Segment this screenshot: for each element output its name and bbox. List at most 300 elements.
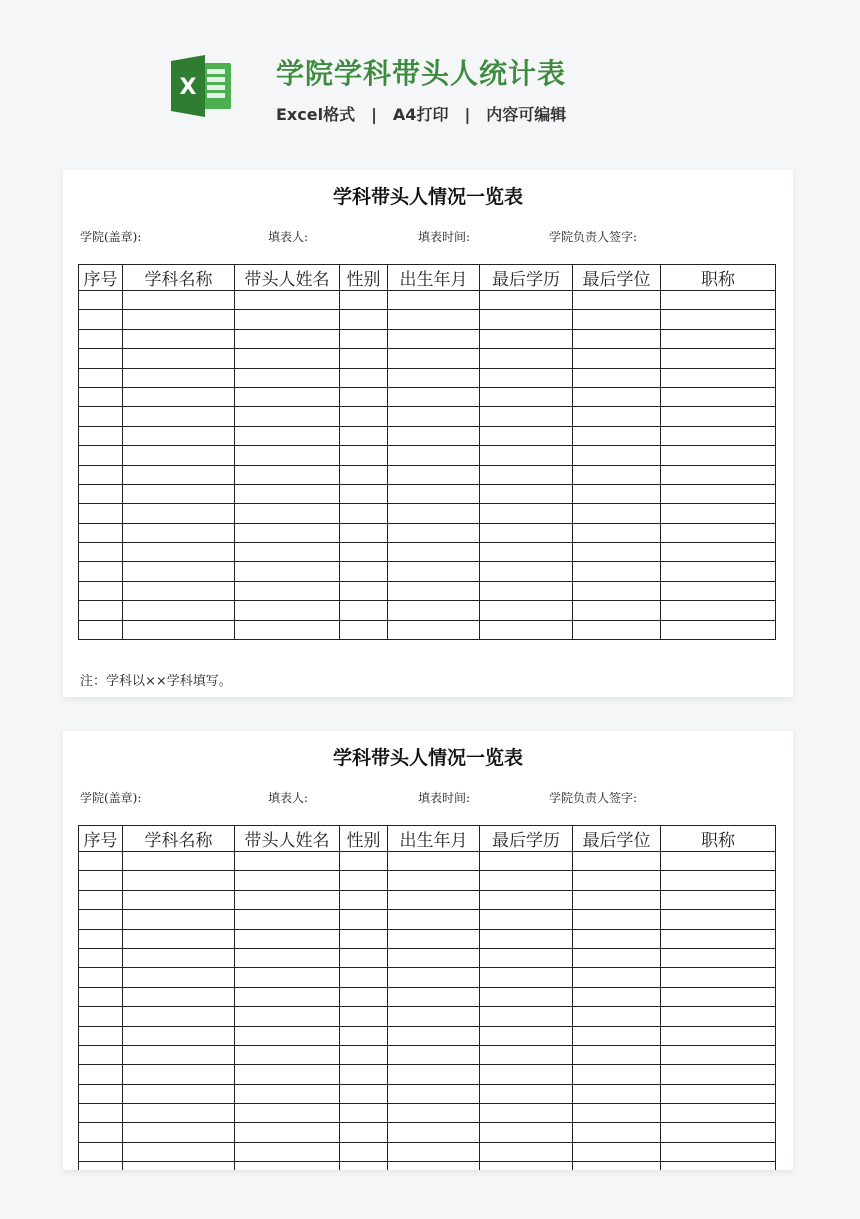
table-cell[interactable]: [79, 581, 123, 600]
table-cell[interactable]: [573, 1007, 661, 1026]
table-cell[interactable]: [388, 310, 480, 329]
table-cell[interactable]: [388, 968, 480, 987]
table-cell[interactable]: [388, 407, 480, 426]
table-cell[interactable]: [340, 329, 388, 348]
table-cell[interactable]: [573, 1162, 661, 1170]
table-cell[interactable]: [480, 1045, 573, 1064]
table-cell[interactable]: [480, 1084, 573, 1103]
table-cell[interactable]: [235, 601, 340, 620]
table-cell[interactable]: [235, 329, 340, 348]
table-cell[interactable]: [480, 929, 573, 948]
table-cell[interactable]: [480, 329, 573, 348]
table-cell[interactable]: [388, 1045, 480, 1064]
table-cell[interactable]: [123, 426, 235, 445]
table-cell[interactable]: [661, 852, 776, 871]
table-cell[interactable]: [388, 1065, 480, 1084]
table-cell[interactable]: [388, 523, 480, 542]
table-cell[interactable]: [480, 387, 573, 406]
table-cell[interactable]: [573, 1084, 661, 1103]
table-cell[interactable]: [480, 1007, 573, 1026]
table-cell[interactable]: [79, 426, 123, 445]
table-cell[interactable]: [573, 407, 661, 426]
table-cell[interactable]: [388, 929, 480, 948]
table-cell[interactable]: [388, 465, 480, 484]
table-cell[interactable]: [340, 987, 388, 1006]
table-cell[interactable]: [79, 968, 123, 987]
column-header: 出生年月: [388, 826, 480, 852]
table-cell[interactable]: [123, 581, 235, 600]
table-cell[interactable]: [480, 543, 573, 562]
table-cell[interactable]: [661, 1065, 776, 1084]
table-cell[interactable]: [340, 504, 388, 523]
table-cell[interactable]: [79, 1007, 123, 1026]
table-cell[interactable]: [235, 504, 340, 523]
table-cell[interactable]: [573, 1026, 661, 1045]
table-cell[interactable]: [661, 310, 776, 329]
table-cell[interactable]: [79, 910, 123, 929]
table-cell[interactable]: [123, 523, 235, 542]
table-cell[interactable]: [123, 601, 235, 620]
table-cell[interactable]: [573, 291, 661, 310]
table-cell[interactable]: [661, 543, 776, 562]
table-cell[interactable]: [340, 562, 388, 581]
sheet-page-2: [63, 731, 793, 1170]
table-cell[interactable]: [340, 948, 388, 967]
table-cell[interactable]: [235, 426, 340, 445]
table-cell[interactable]: [235, 890, 340, 909]
table-cell[interactable]: [235, 948, 340, 967]
table-cell[interactable]: [573, 349, 661, 368]
table-cell[interactable]: [340, 1084, 388, 1103]
table-cell[interactable]: [235, 446, 340, 465]
table-cell[interactable]: [661, 1104, 776, 1123]
table-cell[interactable]: [79, 852, 123, 871]
table-cell[interactable]: [573, 426, 661, 445]
table-cell[interactable]: [79, 1045, 123, 1064]
table-cell[interactable]: [480, 310, 573, 329]
table-cell[interactable]: [661, 1007, 776, 1026]
table-cell[interactable]: [79, 1084, 123, 1103]
table-cell[interactable]: [79, 349, 123, 368]
table-cell[interactable]: [235, 1065, 340, 1084]
table-cell[interactable]: [388, 484, 480, 503]
column-header: 出生年月: [388, 265, 480, 291]
table-cell[interactable]: [123, 329, 235, 348]
table-cell[interactable]: [340, 1142, 388, 1161]
table-cell[interactable]: [123, 1065, 235, 1084]
table-cell[interactable]: [340, 1104, 388, 1123]
table-cell[interactable]: [340, 620, 388, 639]
table-cell[interactable]: [388, 620, 480, 639]
table-cell[interactable]: [123, 1084, 235, 1103]
table-cell[interactable]: [340, 581, 388, 600]
table-cell[interactable]: [480, 620, 573, 639]
table-cell[interactable]: [340, 368, 388, 387]
table-cell[interactable]: [79, 543, 123, 562]
table-cell[interactable]: [123, 1045, 235, 1064]
table-cell[interactable]: [573, 329, 661, 348]
table-cell[interactable]: [123, 543, 235, 562]
table-cell[interactable]: [480, 465, 573, 484]
table-cell[interactable]: [79, 1162, 123, 1170]
table-cell[interactable]: [340, 446, 388, 465]
table-cell[interactable]: [235, 929, 340, 948]
table-cell[interactable]: [340, 1007, 388, 1026]
table-cell[interactable]: [340, 349, 388, 368]
table-cell[interactable]: [340, 1162, 388, 1170]
table-cell[interactable]: [573, 1142, 661, 1161]
table-cell[interactable]: [388, 987, 480, 1006]
table-cell[interactable]: [340, 484, 388, 503]
table-cell[interactable]: [235, 1084, 340, 1103]
table-cell[interactable]: [235, 310, 340, 329]
table-cell[interactable]: [235, 1045, 340, 1064]
table-cell[interactable]: [235, 581, 340, 600]
table-cell[interactable]: [235, 1162, 340, 1170]
table-cell[interactable]: [573, 852, 661, 871]
table-cell[interactable]: [661, 1026, 776, 1045]
table-cell[interactable]: [661, 1084, 776, 1103]
table-cell[interactable]: [388, 446, 480, 465]
table-cell[interactable]: [480, 523, 573, 542]
table-cell[interactable]: [573, 948, 661, 967]
table-cell[interactable]: [340, 929, 388, 948]
table-cell[interactable]: [79, 310, 123, 329]
table-cell[interactable]: [388, 1142, 480, 1161]
table-cell[interactable]: [235, 387, 340, 406]
table-cell[interactable]: [573, 1104, 661, 1123]
table-cell[interactable]: [480, 407, 573, 426]
table-cell[interactable]: [340, 1123, 388, 1142]
table-cell[interactable]: [79, 1123, 123, 1142]
table-cell[interactable]: [661, 446, 776, 465]
table-cell[interactable]: [123, 407, 235, 426]
table-cell[interactable]: [573, 601, 661, 620]
table-cell[interactable]: [123, 1104, 235, 1123]
table-cell[interactable]: [79, 523, 123, 542]
table-cell[interactable]: [573, 929, 661, 948]
table-cell[interactable]: [123, 368, 235, 387]
table-cell[interactable]: [661, 426, 776, 445]
table-cell[interactable]: [573, 871, 661, 890]
tag-print: A4打印: [392, 105, 449, 124]
table-row: [79, 948, 776, 967]
table-cell[interactable]: [480, 871, 573, 890]
table-row: [79, 1162, 776, 1170]
table-cell[interactable]: [573, 446, 661, 465]
table-cell[interactable]: [235, 465, 340, 484]
table-cell[interactable]: [480, 504, 573, 523]
table-cell[interactable]: [388, 426, 480, 445]
table-cell[interactable]: [480, 1026, 573, 1045]
table-cell[interactable]: [480, 1104, 573, 1123]
table-cell[interactable]: [340, 407, 388, 426]
table-cell[interactable]: [661, 929, 776, 948]
table-cell[interactable]: [123, 1142, 235, 1161]
table-cell[interactable]: [661, 910, 776, 929]
table-cell[interactable]: [123, 987, 235, 1006]
table-cell[interactable]: [340, 890, 388, 909]
table-cell[interactable]: [79, 446, 123, 465]
table-cell[interactable]: [480, 1123, 573, 1142]
table-cell[interactable]: [661, 1123, 776, 1142]
table-cell[interactable]: [79, 387, 123, 406]
table-cell[interactable]: [573, 968, 661, 987]
table-cell[interactable]: [123, 948, 235, 967]
table-cell[interactable]: [123, 1123, 235, 1142]
table-cell[interactable]: [388, 581, 480, 600]
table-cell[interactable]: [79, 1142, 123, 1161]
table-cell[interactable]: [79, 407, 123, 426]
table-cell[interactable]: [123, 968, 235, 987]
table-cell[interactable]: [388, 910, 480, 929]
table-cell[interactable]: [573, 581, 661, 600]
table-cell[interactable]: [661, 1142, 776, 1161]
table-cell[interactable]: [480, 291, 573, 310]
table-cell[interactable]: [661, 987, 776, 1006]
table-cell[interactable]: [573, 387, 661, 406]
table-cell[interactable]: [661, 523, 776, 542]
table-cell[interactable]: [661, 484, 776, 503]
table-cell[interactable]: [661, 890, 776, 909]
table-cell[interactable]: [480, 562, 573, 581]
table-cell[interactable]: [573, 890, 661, 909]
table-cell[interactable]: [573, 368, 661, 387]
table-cell[interactable]: [661, 368, 776, 387]
table-cell[interactable]: [388, 291, 480, 310]
table-cell[interactable]: [79, 329, 123, 348]
table-cell[interactable]: [235, 291, 340, 310]
table-cell[interactable]: [661, 329, 776, 348]
table-cell[interactable]: [123, 387, 235, 406]
table-cell[interactable]: [573, 1045, 661, 1064]
table-header-row: [79, 265, 776, 291]
table-cell[interactable]: [480, 484, 573, 503]
table-cell[interactable]: [340, 291, 388, 310]
table-cell[interactable]: [235, 368, 340, 387]
table-row: [79, 1026, 776, 1045]
table-cell[interactable]: [340, 543, 388, 562]
table-cell[interactable]: [573, 484, 661, 503]
table-cell[interactable]: [79, 465, 123, 484]
table-cell[interactable]: [235, 871, 340, 890]
table-cell[interactable]: [388, 871, 480, 890]
table-cell[interactable]: [235, 1007, 340, 1026]
table-row: [79, 987, 776, 1006]
table-cell[interactable]: [573, 1123, 661, 1142]
table-cell[interactable]: [388, 1007, 480, 1026]
table-cell[interactable]: [123, 562, 235, 581]
table-cell[interactable]: [235, 543, 340, 562]
table-cell[interactable]: [235, 1104, 340, 1123]
table-row: [79, 1084, 776, 1103]
table-cell[interactable]: [661, 387, 776, 406]
sheet-title: 学科带头人情况一览表: [332, 747, 523, 769]
table-cell[interactable]: [79, 291, 123, 310]
table-cell[interactable]: [388, 387, 480, 406]
table-cell[interactable]: [480, 910, 573, 929]
table-cell[interactable]: [340, 601, 388, 620]
table-cell[interactable]: [79, 1104, 123, 1123]
table-cell[interactable]: [79, 871, 123, 890]
table-cell[interactable]: [480, 601, 573, 620]
table-cell[interactable]: [340, 465, 388, 484]
table-cell[interactable]: [340, 1065, 388, 1084]
table-cell[interactable]: [661, 407, 776, 426]
table-cell[interactable]: [388, 852, 480, 871]
table-cell[interactable]: [235, 620, 340, 639]
table-cell[interactable]: [573, 504, 661, 523]
table-cell[interactable]: [235, 1142, 340, 1161]
table-cell[interactable]: [388, 1104, 480, 1123]
table-cell[interactable]: [661, 948, 776, 967]
table-cell[interactable]: [573, 910, 661, 929]
table-cell[interactable]: [480, 368, 573, 387]
table-row: [79, 910, 776, 929]
table-cell[interactable]: [235, 852, 340, 871]
table-cell[interactable]: [123, 504, 235, 523]
table-cell[interactable]: [388, 948, 480, 967]
table-cell[interactable]: [123, 349, 235, 368]
table-cell[interactable]: [123, 1026, 235, 1045]
table-cell[interactable]: [79, 562, 123, 581]
table-cell[interactable]: [123, 465, 235, 484]
table-cell[interactable]: [123, 446, 235, 465]
table-cell[interactable]: [388, 562, 480, 581]
table-cell[interactable]: [235, 987, 340, 1006]
table-cell[interactable]: [480, 1162, 573, 1170]
table-cell[interactable]: [235, 968, 340, 987]
table-cell[interactable]: [388, 601, 480, 620]
table-cell[interactable]: [235, 910, 340, 929]
table-cell[interactable]: [480, 581, 573, 600]
table-cell[interactable]: [661, 1045, 776, 1064]
table-cell[interactable]: [573, 562, 661, 581]
table-cell[interactable]: [340, 871, 388, 890]
table-cell[interactable]: [480, 426, 573, 445]
table-cell[interactable]: [480, 968, 573, 987]
table-cell[interactable]: [123, 291, 235, 310]
table-cell[interactable]: [340, 968, 388, 987]
table-cell[interactable]: [480, 948, 573, 967]
table-cell[interactable]: [661, 968, 776, 987]
table-cell[interactable]: [388, 368, 480, 387]
table-cell[interactable]: [123, 310, 235, 329]
table-cell[interactable]: [388, 349, 480, 368]
table-cell[interactable]: [123, 890, 235, 909]
table-cell[interactable]: [235, 1026, 340, 1045]
table-cell[interactable]: [661, 504, 776, 523]
table-cell[interactable]: [79, 620, 123, 639]
table-cell[interactable]: [340, 523, 388, 542]
column-header: 性别: [340, 826, 388, 852]
table-cell[interactable]: [661, 1162, 776, 1170]
table-cell[interactable]: [340, 387, 388, 406]
table-cell[interactable]: [573, 1065, 661, 1084]
table-cell[interactable]: [480, 852, 573, 871]
table-cell[interactable]: [79, 484, 123, 503]
table-cell[interactable]: [388, 329, 480, 348]
table-cell[interactable]: [661, 871, 776, 890]
table-cell[interactable]: [661, 581, 776, 600]
table-cell[interactable]: [480, 446, 573, 465]
table-cell[interactable]: [388, 1026, 480, 1045]
table-cell[interactable]: [480, 349, 573, 368]
table-cell[interactable]: [573, 523, 661, 542]
table-cell[interactable]: [573, 465, 661, 484]
table-cell[interactable]: [79, 929, 123, 948]
table-cell[interactable]: [123, 484, 235, 503]
table-cell[interactable]: [340, 910, 388, 929]
table-cell[interactable]: [661, 620, 776, 639]
table-cell[interactable]: [661, 349, 776, 368]
table-cell[interactable]: [388, 1123, 480, 1142]
table-cell[interactable]: [79, 890, 123, 909]
table-cell[interactable]: [480, 890, 573, 909]
table-cell[interactable]: [340, 1026, 388, 1045]
table-cell[interactable]: [79, 1026, 123, 1045]
table-cell[interactable]: [123, 871, 235, 890]
table-cell[interactable]: [123, 929, 235, 948]
table-row: [79, 387, 776, 406]
table-cell[interactable]: [388, 1084, 480, 1103]
table-cell[interactable]: [340, 310, 388, 329]
table-cell[interactable]: [235, 484, 340, 503]
filler-label: 填表人:: [268, 791, 309, 805]
table-cell[interactable]: [79, 987, 123, 1006]
table-cell[interactable]: [480, 987, 573, 1006]
table-row: [79, 484, 776, 503]
table-cell[interactable]: [388, 543, 480, 562]
table-cell[interactable]: [388, 504, 480, 523]
table-cell[interactable]: [235, 407, 340, 426]
table-cell[interactable]: [123, 852, 235, 871]
table-cell[interactable]: [573, 620, 661, 639]
table-cell[interactable]: [661, 465, 776, 484]
table-cell[interactable]: [235, 1123, 340, 1142]
table-cell[interactable]: [79, 504, 123, 523]
table-cell[interactable]: [573, 987, 661, 1006]
table-cell[interactable]: [235, 562, 340, 581]
table-cell[interactable]: [661, 291, 776, 310]
table-cell[interactable]: [340, 1045, 388, 1064]
table-cell[interactable]: [340, 426, 388, 445]
college-seal-label: 学院(盖章):: [80, 791, 142, 805]
table-cell[interactable]: [573, 543, 661, 562]
table-cell[interactable]: [480, 1065, 573, 1084]
table-cell[interactable]: [480, 1142, 573, 1161]
table-cell[interactable]: [340, 852, 388, 871]
table-cell[interactable]: [661, 562, 776, 581]
table-cell[interactable]: [79, 601, 123, 620]
table-cell[interactable]: [123, 910, 235, 929]
table-cell[interactable]: [123, 1162, 235, 1170]
table-row: [79, 504, 776, 523]
column-header: 带头人姓名: [235, 265, 340, 291]
table-cell[interactable]: [388, 1162, 480, 1170]
table-cell[interactable]: [235, 349, 340, 368]
table-cell[interactable]: [123, 620, 235, 639]
table-cell[interactable]: [79, 368, 123, 387]
table-cell[interactable]: [388, 890, 480, 909]
table-cell[interactable]: [79, 1065, 123, 1084]
table-cell[interactable]: [573, 310, 661, 329]
table-cell[interactable]: [123, 1007, 235, 1026]
table-cell[interactable]: [661, 601, 776, 620]
leader-signature-label: 学院负责人签字:: [549, 230, 638, 244]
table-cell[interactable]: [235, 523, 340, 542]
table-cell[interactable]: [79, 948, 123, 967]
